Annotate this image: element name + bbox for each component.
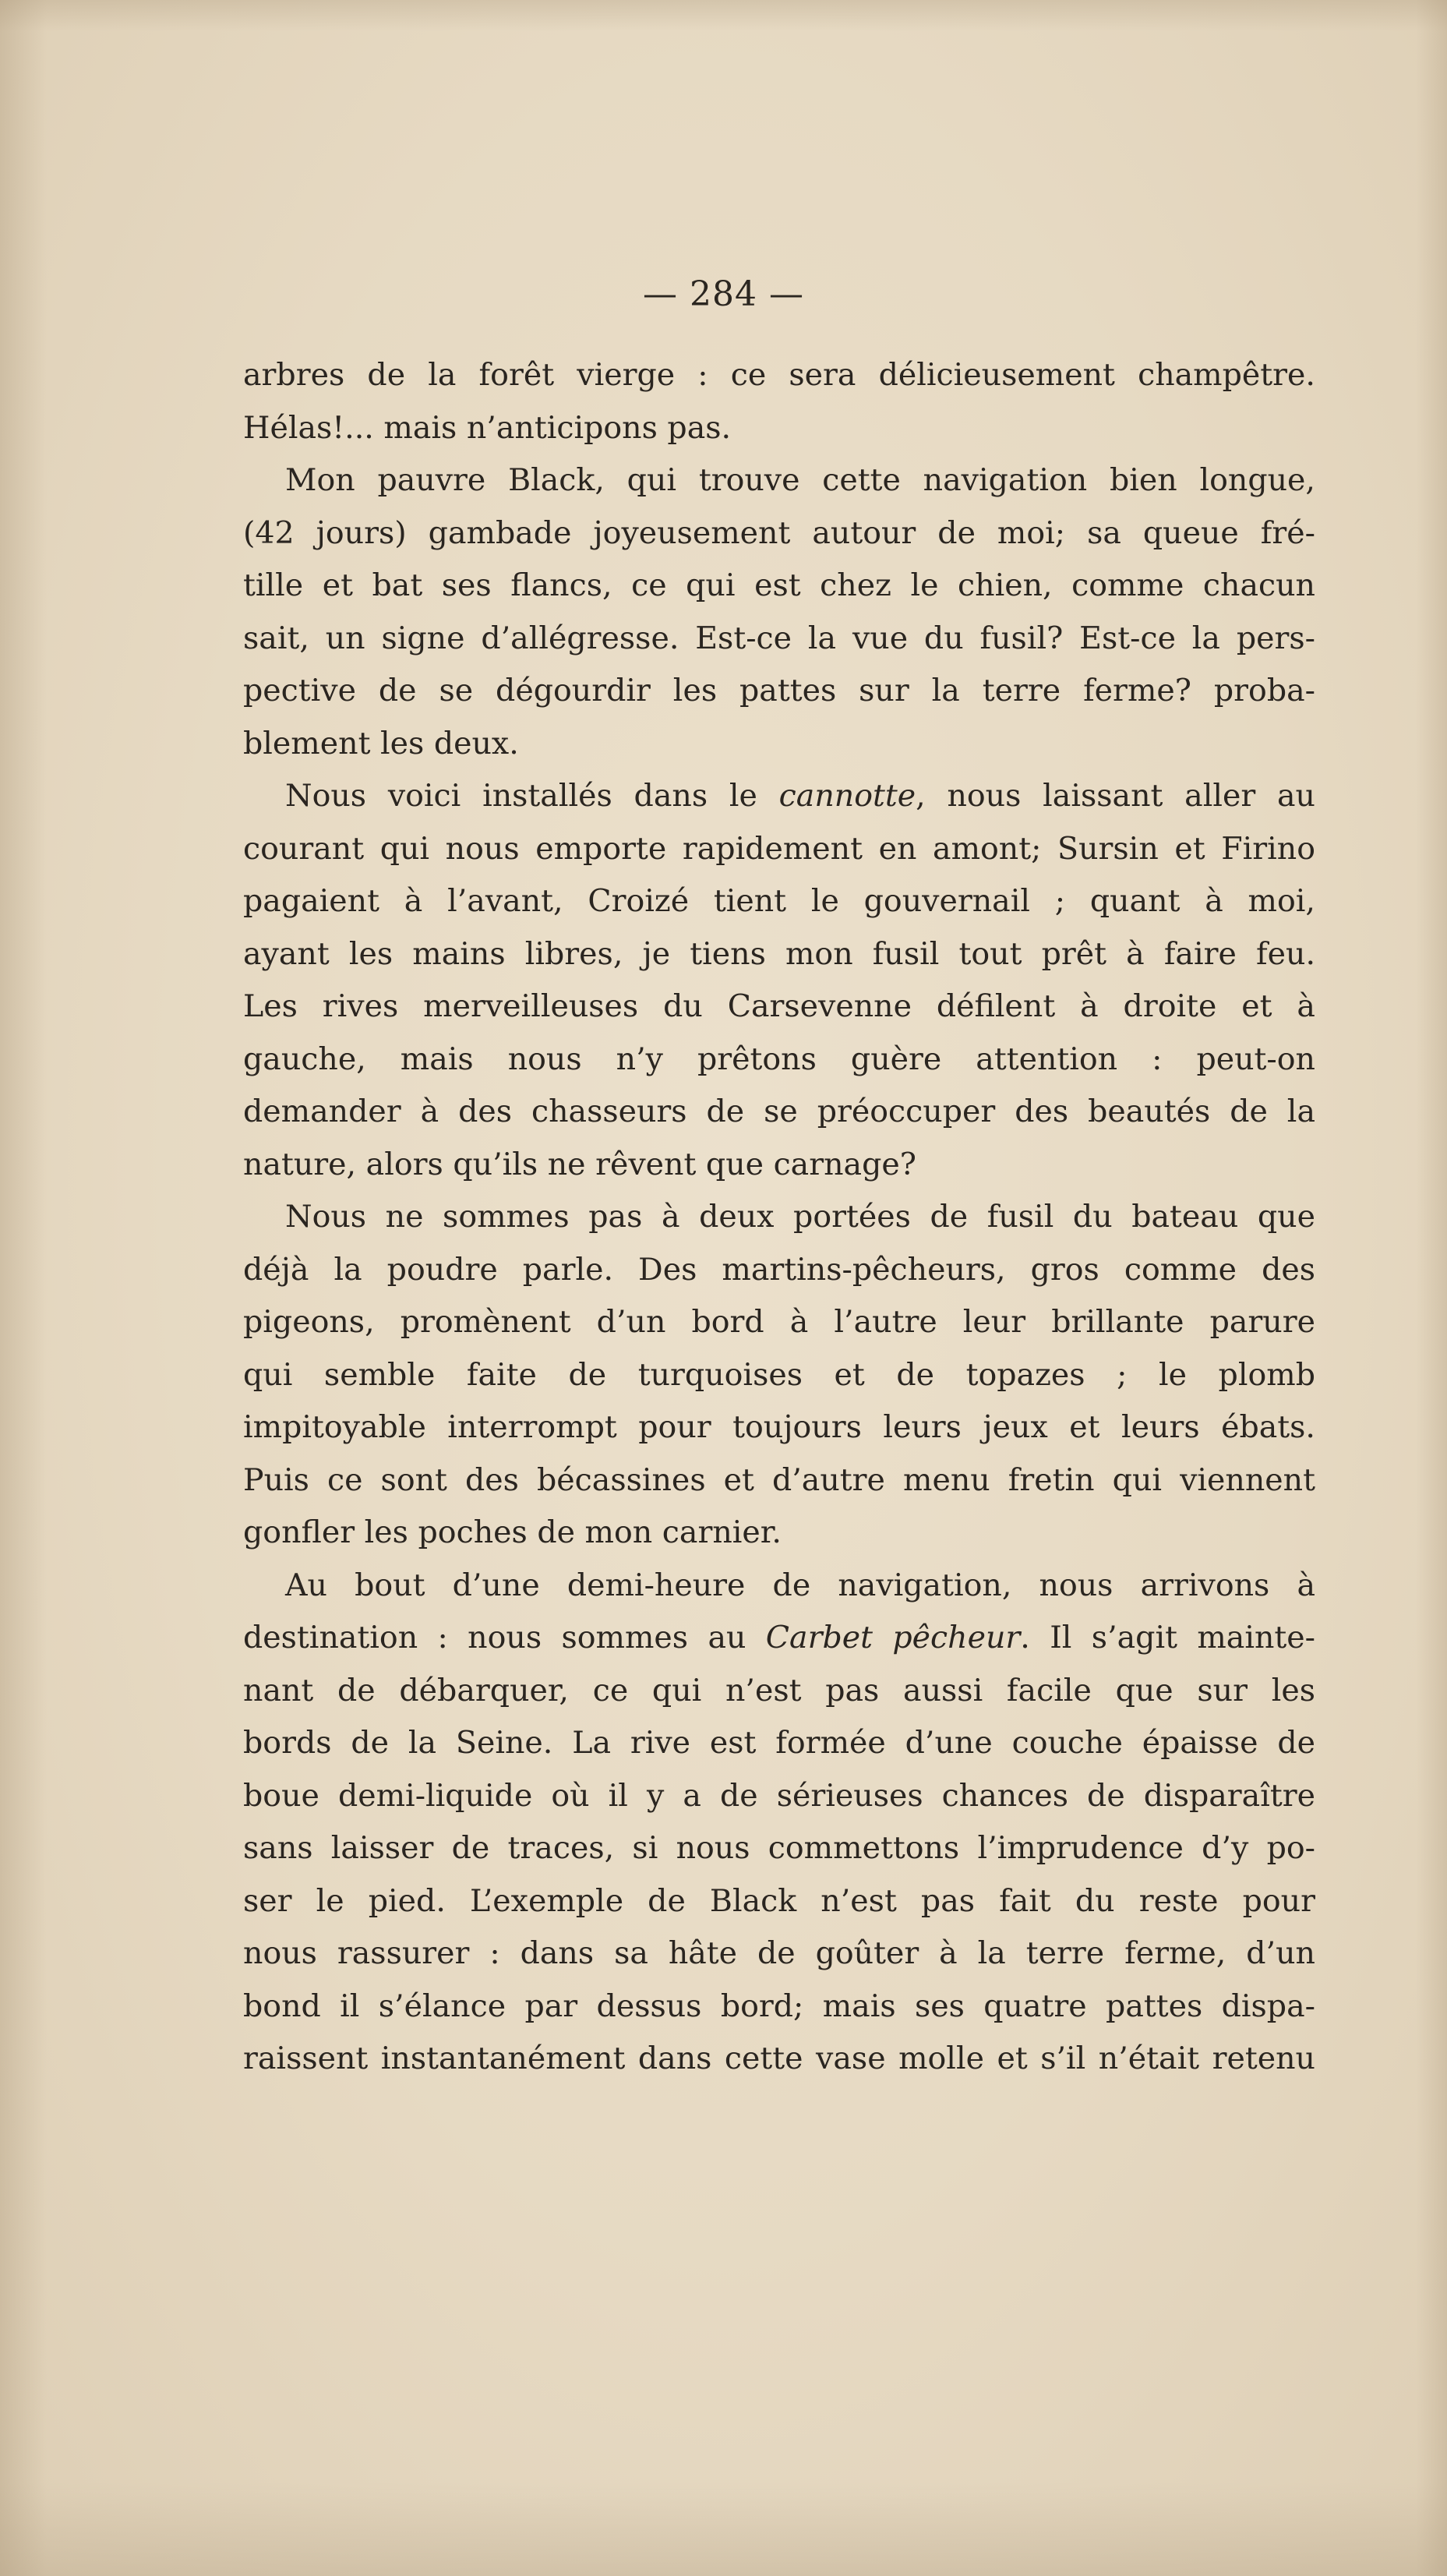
text-line-content: gonfler les poches de mon carnier. — [243, 1514, 782, 1550]
text-line — [243, 770, 1315, 823]
text-line — [243, 1770, 1315, 1823]
page-number: — 284 — — [643, 274, 804, 314]
text-line-content: Hélas!... mais n’anticipons pas. — [243, 409, 732, 446]
text-line — [243, 1560, 1315, 1613]
text-line-content: pagaient à l’avant, Croizé tient le gouvernail ; quant à moi, — [243, 883, 1315, 919]
text-line-content: pigeons, promènent d’un bord à l’autre leur brillante parure — [243, 1304, 1315, 1340]
text-line — [243, 1665, 1315, 1718]
text-line-content: Les rives merveilleuses du Carsevenne défilent à droite et à — [243, 988, 1315, 1024]
text-line-content: gauche, mais nous n’y prêtons guère attention : peut-on — [243, 1041, 1315, 1077]
body-text — [243, 349, 1315, 2086]
text-line-content: Nous ne sommes pas à deux portées de fusil du bateau que — [285, 1199, 1315, 1235]
text-line — [243, 823, 1315, 876]
text-line — [243, 2033, 1315, 2086]
text-line — [243, 1191, 1315, 1244]
text-line — [243, 928, 1315, 981]
text-line-content: Mon pauvre Black, qui trouve cette navigation bien longue, — [285, 462, 1315, 498]
text-line-content: Nous voici installés dans le — [285, 778, 779, 814]
text-line-content: qui semble faite de turquoises et de topazes ; le plomb — [243, 1356, 1315, 1393]
text-line — [243, 454, 1315, 507]
text-line-content: boue demi-liquide où il y a de sérieuses chances de disparaître — [243, 1777, 1315, 1814]
text-line — [243, 1981, 1315, 2034]
text-line-content: pective de se dégourdir les pattes sur la terre ferme? proba- — [243, 673, 1315, 708]
text-line-content: impitoyable interrompt pour toujours leurs jeux et leurs ébats. — [243, 1409, 1315, 1445]
text-line — [243, 560, 1315, 613]
text-line — [243, 1244, 1315, 1297]
text-line-content: ser le pied. L’exemple de Black n’est pas fait du reste pour — [243, 1882, 1315, 1919]
text-line-content: nant de débarquer, ce qui n’est pas aussi facile que sur les — [243, 1672, 1315, 1708]
text-line — [243, 1507, 1315, 1560]
text-line-content: arbres de la forêt vierge : ce sera délicieusement champêtre. — [243, 357, 1315, 393]
text-line-continuation: , nous laissant aller au — [916, 778, 1315, 814]
text-line — [243, 718, 1315, 771]
text-line-content: raissent instantanément dans cette vase molle et s’il n’était retenu — [243, 2041, 1315, 2076]
text-line — [243, 1875, 1315, 1928]
page-edge-shadow-left — [0, 0, 47, 2576]
text-line — [243, 1717, 1315, 1770]
text-line — [243, 507, 1315, 560]
text-line — [243, 1296, 1315, 1349]
text-line — [243, 665, 1315, 718]
text-line — [243, 981, 1315, 1034]
page-edge-shadow-right — [1416, 0, 1447, 2576]
italic-term: cannotte — [778, 778, 916, 814]
text-line-content: sait, un signe d’allégresse. Est-ce la vue du fusil? Est-ce la pers- — [243, 620, 1315, 656]
text-line — [243, 1928, 1315, 1981]
text-line — [243, 875, 1315, 928]
text-line-content: (42 jours) gambade joyeusement autour de moi; sa queue fré- — [243, 514, 1315, 551]
text-line-content: sans laisser de traces, si nous commettons l’imprudence d’y po- — [243, 1830, 1315, 1866]
text-line — [243, 1349, 1315, 1402]
text-line-content: Au bout d’une demi-heure de navigation, nous arrivons à — [285, 1567, 1315, 1603]
text-line — [243, 1454, 1315, 1507]
text-line — [243, 1401, 1315, 1454]
text-line — [243, 1034, 1315, 1087]
text-line-content: bond il s’élance par dessus bord; mais ses quatre pattes dispa- — [243, 1988, 1315, 2024]
text-line — [243, 613, 1315, 666]
text-line-content: déjà la poudre parle. Des martins-pêcheurs, gros comme des — [243, 1251, 1315, 1288]
text-line-continuation: . Il s’agit mainte- — [1020, 1620, 1315, 1655]
text-line-content: destination : nous sommes au — [243, 1620, 766, 1655]
text-line-content: courant qui nous emporte rapidement en amont; Sursin et Firino — [243, 830, 1315, 867]
text-line — [243, 1086, 1315, 1139]
text-line — [243, 402, 1315, 455]
italic-term: Carbet pêcheur — [765, 1620, 1021, 1655]
text-line — [243, 1139, 1315, 1192]
text-line — [243, 1822, 1315, 1875]
text-line-content: blement les deux. — [243, 725, 519, 761]
text-line — [243, 1612, 1315, 1665]
text-line-content: Puis ce sont des bécassines et d’autre menu fretin qui viennent — [243, 1461, 1315, 1498]
page-edge-shadow-top — [0, 0, 1447, 31]
text-line-content: nature, alors qu’ils ne rêvent que carnage? — [243, 1146, 916, 1182]
text-line-content: bords de la Seine. La rive est formée d’une couche épaisse de — [243, 1725, 1315, 1761]
text-line-content: tille et bat ses flancs, ce qui est chez le chien, comme chacun — [243, 567, 1315, 603]
page-edge-shadow-bottom — [0, 2482, 1447, 2576]
text-line-content: ayant les mains libres, je tiens mon fusil tout prêt à faire feu. — [243, 935, 1315, 972]
text-line-content: demander à des chasseurs de se préoccuper des beautés de la — [243, 1094, 1315, 1129]
text-line-content: nous rassurer : dans sa hâte de goûter à la terre ferme, d’un — [243, 1935, 1315, 1971]
text-line — [243, 349, 1315, 402]
